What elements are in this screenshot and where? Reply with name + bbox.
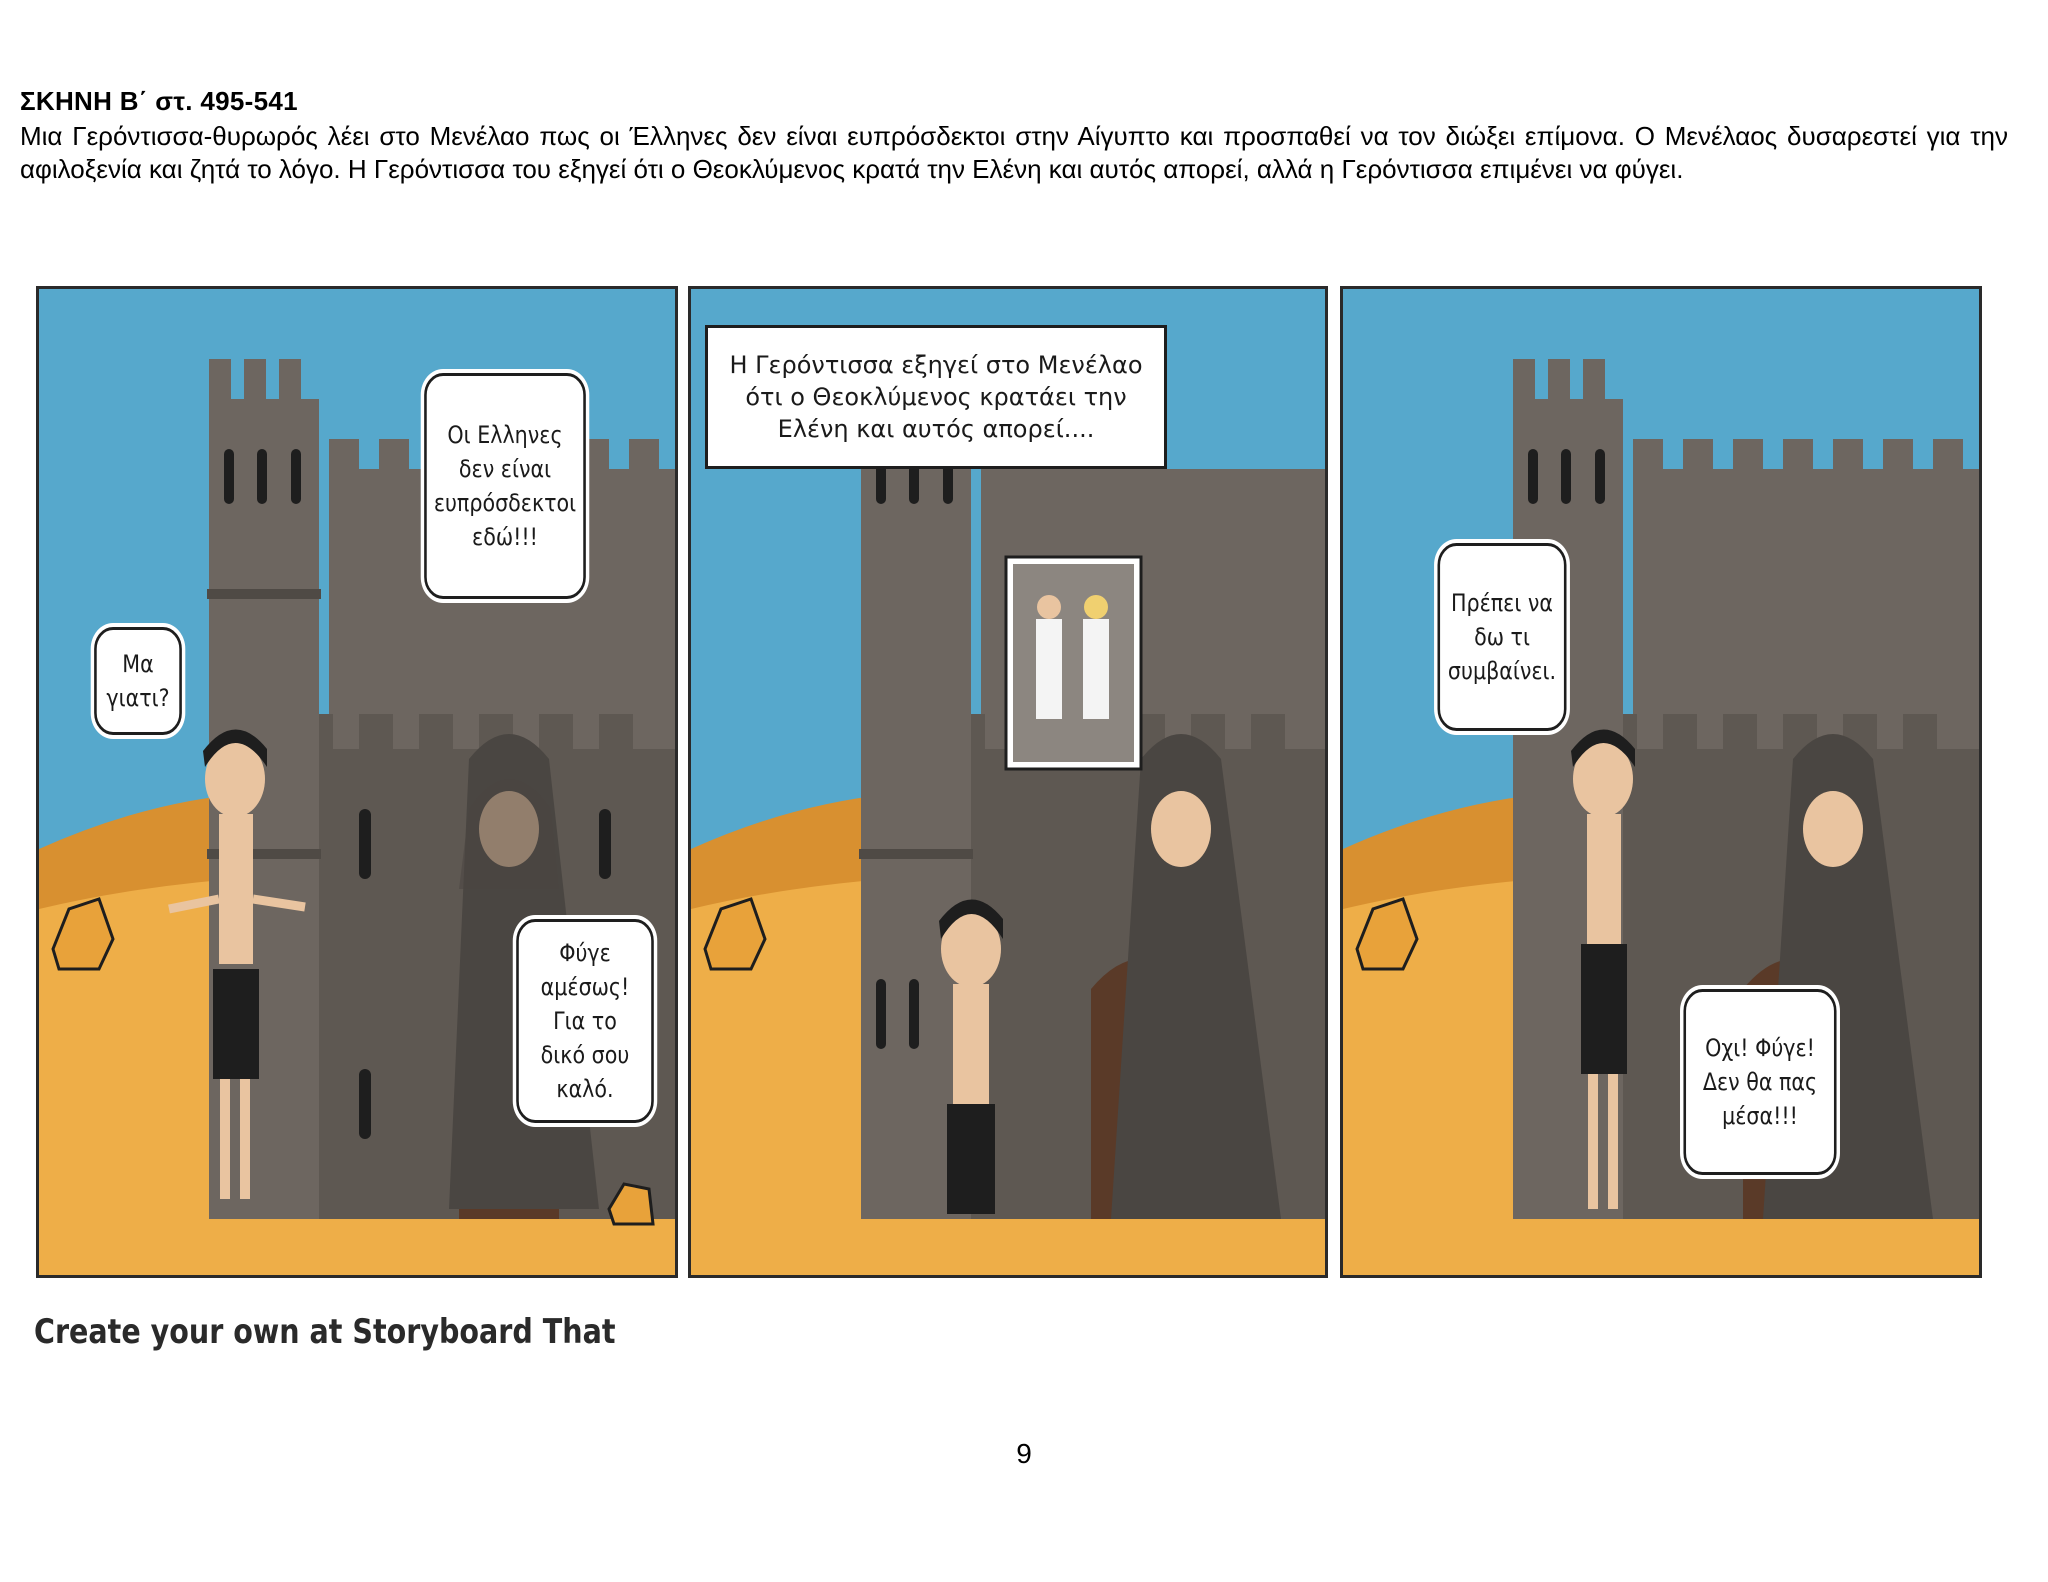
panel-3-background: [1343, 289, 1979, 1275]
scene-summary: Μια Γερόντισσα-θυρωρός λέει στο Μενέλαο πως οι Έλληνες δεν είναι ευπρόσδεκτοι στην Αίγυπτο και προσπαθεί να τον διώξει επίμονα. Ο Μενέλαος δυσαρεστεί για την αφιλοξενία και ζητά το λόγο. Η Γερόντισσα του εξηγεί ότι ο Θεοκλύμενος κρατά την Ελένη και αυτός απορεί, αλλά η Γερόντισσα επιμένει να φύγει.: [20, 121, 2008, 184]
page-number: 9: [1016, 1438, 1032, 1469]
speech-bubble-old-woman-1: Οι Ελληνες δεν είναι ευπρόσδεκτοι εδώ!!!: [424, 373, 586, 599]
narration-caption: Η Γερόντισσα εξηγεί στο Μενέλαο ότι ο Θεοκλύμενος κρατάει την Ελένη και αυτός απορεί....: [705, 325, 1167, 469]
speech-bubble-old-woman-2: Φύγε αμέσως! Για το δικό σου καλό.: [516, 919, 654, 1123]
comic-panel-3: [1340, 286, 1982, 1278]
comic-panel-1: [36, 286, 678, 1278]
speech-bubble-menelaus-3: Πρέπει να δω τι συμβαίνει.: [1438, 543, 1567, 731]
speech-bubble-old-woman-3: Οχι! Φύγε! Δεν θα πας μέσα!!!: [1683, 989, 1836, 1175]
scene-heading: ΣΚΗΝΗ Β΄ στ. 495-541: [20, 86, 298, 116]
comic-panel-2: [688, 286, 1328, 1278]
storyboard-that-credit: Create your own at Storyboard That: [34, 1312, 616, 1352]
speech-bubble-menelaus-1: Μα γιατι?: [94, 627, 182, 735]
